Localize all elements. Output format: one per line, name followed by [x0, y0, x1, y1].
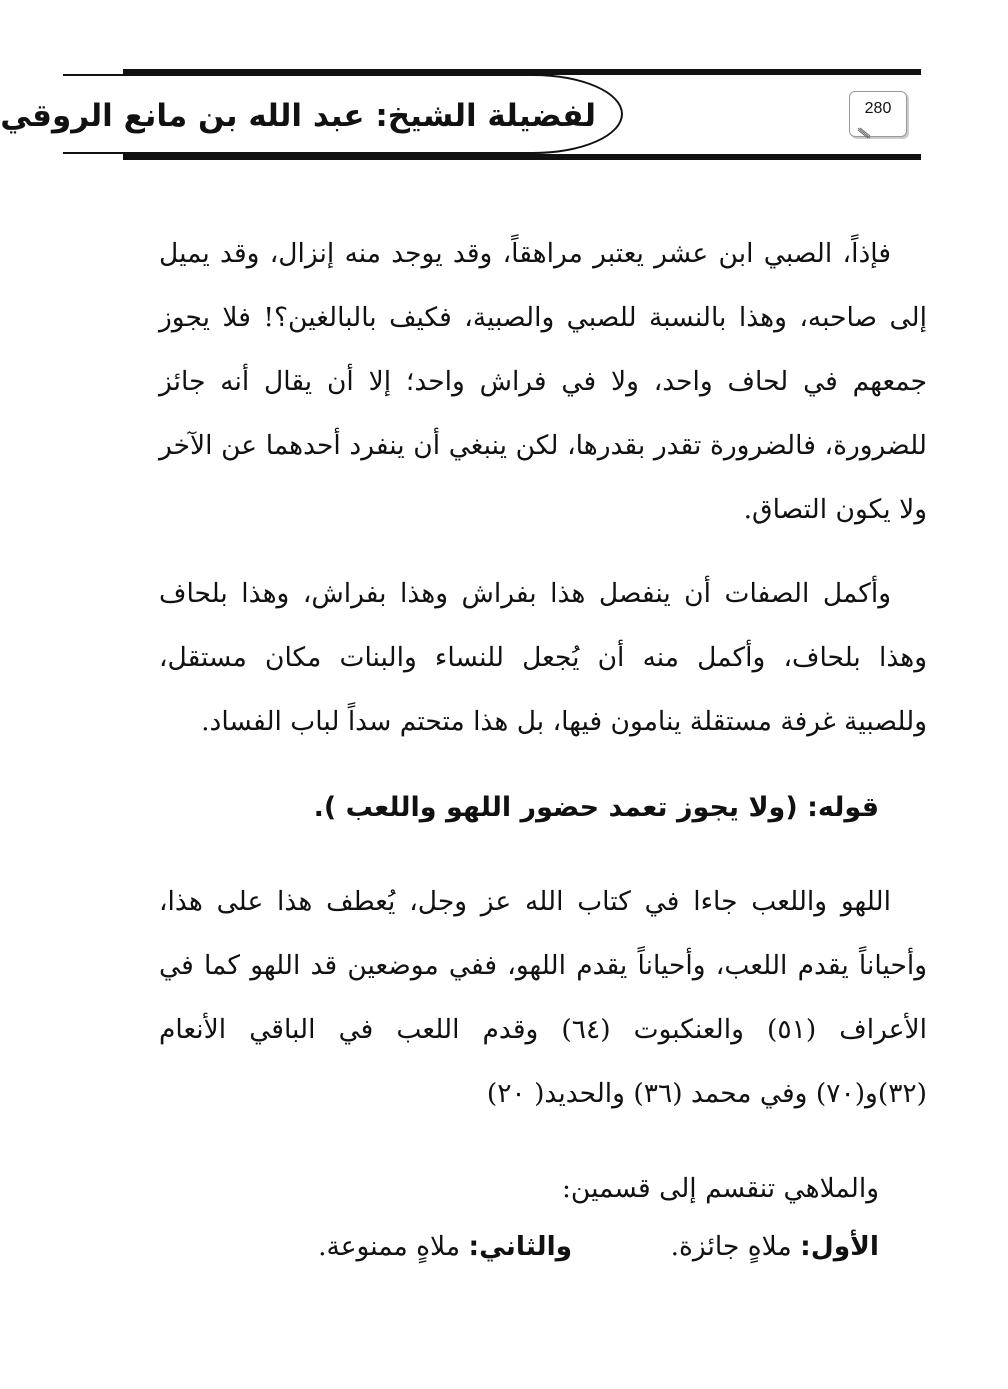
paragraph-3: اللهو واللعب جاءا في كتاب الله عز وجل، يُعطف هذا على هذا، وأحياناً يقدم اللعب، وأحياناً يقدم اللهو، ففي موضعين قد اللهو كما في الأعراف (٥١) والعنكبوت (٦٤) وقدم اللعب في الباقي الأنعام (٣٢)و(٧٠) وفي محمد (٣٦) والحديد( ٢٠)	[159, 886, 928, 1109]
first-division-label: الأول:	[800, 1231, 879, 1262]
page-curl-icon	[857, 127, 871, 139]
page-number: 280	[864, 100, 892, 117]
heading-label: قوله:	[807, 792, 879, 823]
page-body	[159, 222, 927, 1276]
heading-quote: (ولا يجوز تعمد حضور اللهو واللعب ).	[313, 792, 798, 823]
list-divisions	[159, 1218, 927, 1276]
paragraph-1: فإذاً، الصبي ابن عشر يعتبر مراهقاً، وقد يوجد منه إنزال، وقد يميل إلى صاحبه، وهذا بالنسبة للصبي والصبية، فكيف بالبالغين؟! فلا يجوز جمعهم في لحاف واحد، ولا في فراش واحد؛ إلا أن يقال أنه جائز للضرورة، فالضرورة تقدر بقدرها، لكن ينبغي أن ينفرد أحدهما عن الآخر ولا يكون التصاق.	[159, 238, 927, 525]
first-division-text: ملاهٍ جائزة.	[670, 1231, 792, 1262]
section-heading	[159, 776, 927, 840]
header-title-frame	[0, 74, 623, 154]
header-title: لفضيلة الشيخ: عبد الله بن مانع الروقي	[0, 98, 596, 134]
second-division	[318, 1231, 572, 1262]
second-division-label: والثاني:	[468, 1231, 573, 1262]
second-division-text: ملاهٍ ممنوعة.	[318, 1231, 461, 1262]
list-intro: والملاهي تنقسم إلى قسمين:	[561, 1173, 879, 1204]
paragraph-2: وأكمل الصفات أن ينفصل هذا بفراش وهذا بفراش، وهذا بلحاف وهذا بلحاف، وأكمل منه أن يُجعل للنساء والبنات مكان مستقل، وللصبية غرفة مستقلة ينامون فيها، بل هذا متحتم سداً لباب الفساد.	[159, 578, 927, 737]
